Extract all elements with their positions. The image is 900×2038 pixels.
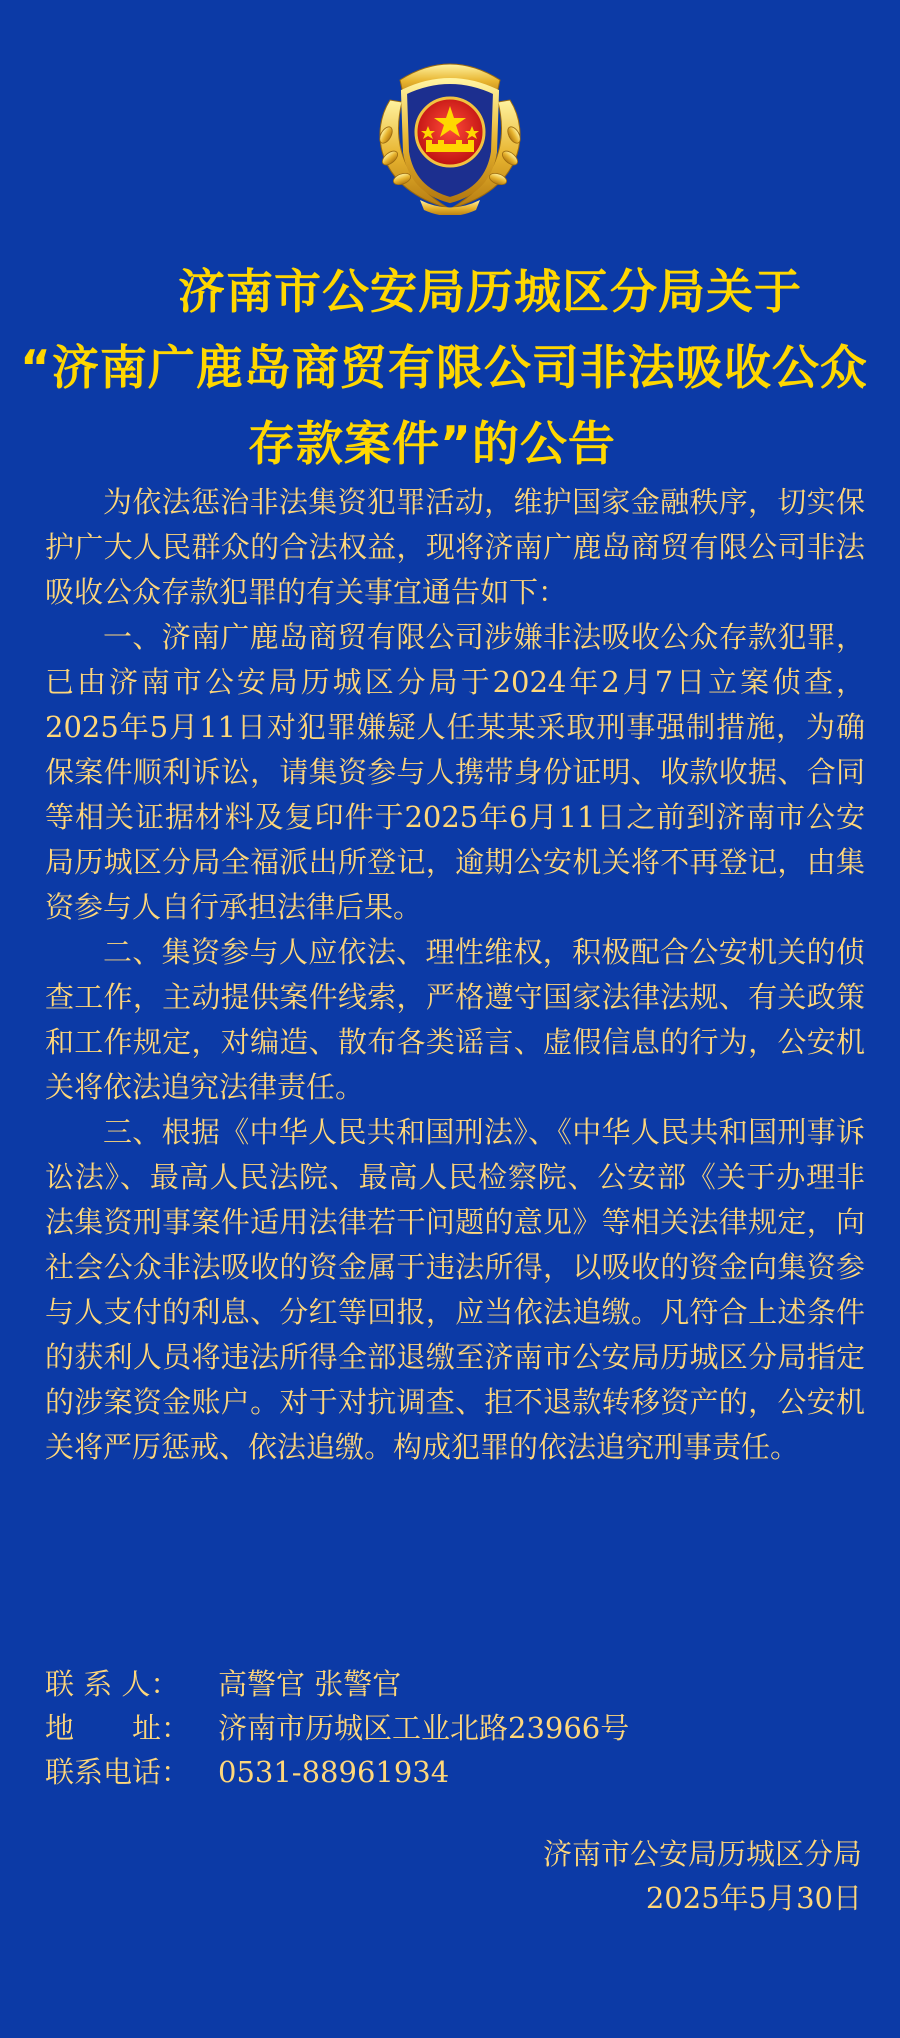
item-two-paragraph: 二、集资参与人应依法、理性维权，积极配合公安机关的侦查工作，主动提供案件线索，严格遵守国家法律法规、有关政策和工作规定，对编造、散布各类谣言、虚假信息的行为，公安机关将依法追究法律责任。	[45, 935, 865, 1104]
contact-person-value: 高警官 张警官	[218, 1667, 402, 1701]
phone-label: 联系电话：	[45, 1755, 191, 1789]
police-emblem-icon	[360, 40, 540, 215]
item-one-paragraph: 一、济南广鹿岛商贸有限公司涉嫌非法吸收公众存款犯罪，已由济南市公安局历城区分局于2024年2月7日立案侦查，2025年5月11日对犯罪嫌疑人任某某采取刑事强制措施，为确保案件顺利诉讼，请集资参与人携带身份证明、收款收据、合同等相关证据材料及复印件于2025年6月11日之前到济南市公安局历城区分局全福派出所登记，逾期公安机关将不再登记，由集资参与人自行承担法律后果。	[45, 620, 865, 924]
address-label: 地 址：	[45, 1711, 191, 1745]
intro-paragraph: 为依法惩治非法集资犯罪活动，维护国家金融秩序，切实保护广大人民群众的合法权益，现将济南广鹿岛商贸有限公司非法吸收公众存款犯罪的有关事宜通告如下：	[45, 485, 865, 609]
contact-info	[45, 1662, 865, 1794]
phone-row	[45, 1750, 865, 1794]
title-line-1: 济南市公安局历城区分局关于	[178, 265, 802, 320]
issuer-name: 济南市公安局历城区分局	[542, 1837, 862, 1871]
notice-body	[45, 480, 865, 1470]
address-value: 济南市历城区工业北路23966号	[218, 1711, 630, 1745]
contact-person-row	[45, 1662, 865, 1706]
address-row	[45, 1706, 865, 1750]
notice-title	[0, 255, 900, 483]
phone-value: 0531-88961934	[218, 1755, 450, 1789]
contact-person-label: 联 系 人：	[45, 1667, 180, 1701]
signature-block	[543, 1832, 862, 1920]
item-three-paragraph: 三、根据《中华人民共和国刑法》、《中华人民共和国刑事诉讼法》、最高人民法院、最高人民检察院、公安部《关于办理非法集资刑事案件适用法律若干问题的意见》等相关法律规定，向社会公众非法吸收的资金属于违法所得，以吸收的资金向集资参与人支付的利息、分红等回报，应当依法追缴。凡符合上述条件的获利人员将违法所得全部退缴至济南市公安局历城区分局指定的涉案资金账户。对于对抗调查、拒不退款转移资产的，公安机关将严厉惩戒、依法追缴。构成犯罪的依法追究刑事责任。	[45, 1115, 865, 1464]
title-line-2: “济南广鹿岛商贸有限公司非法吸收公众	[20, 341, 868, 396]
title-line-3: 存款案件”的公告	[248, 417, 616, 472]
issue-date: 2025年5月30日	[645, 1881, 862, 1915]
